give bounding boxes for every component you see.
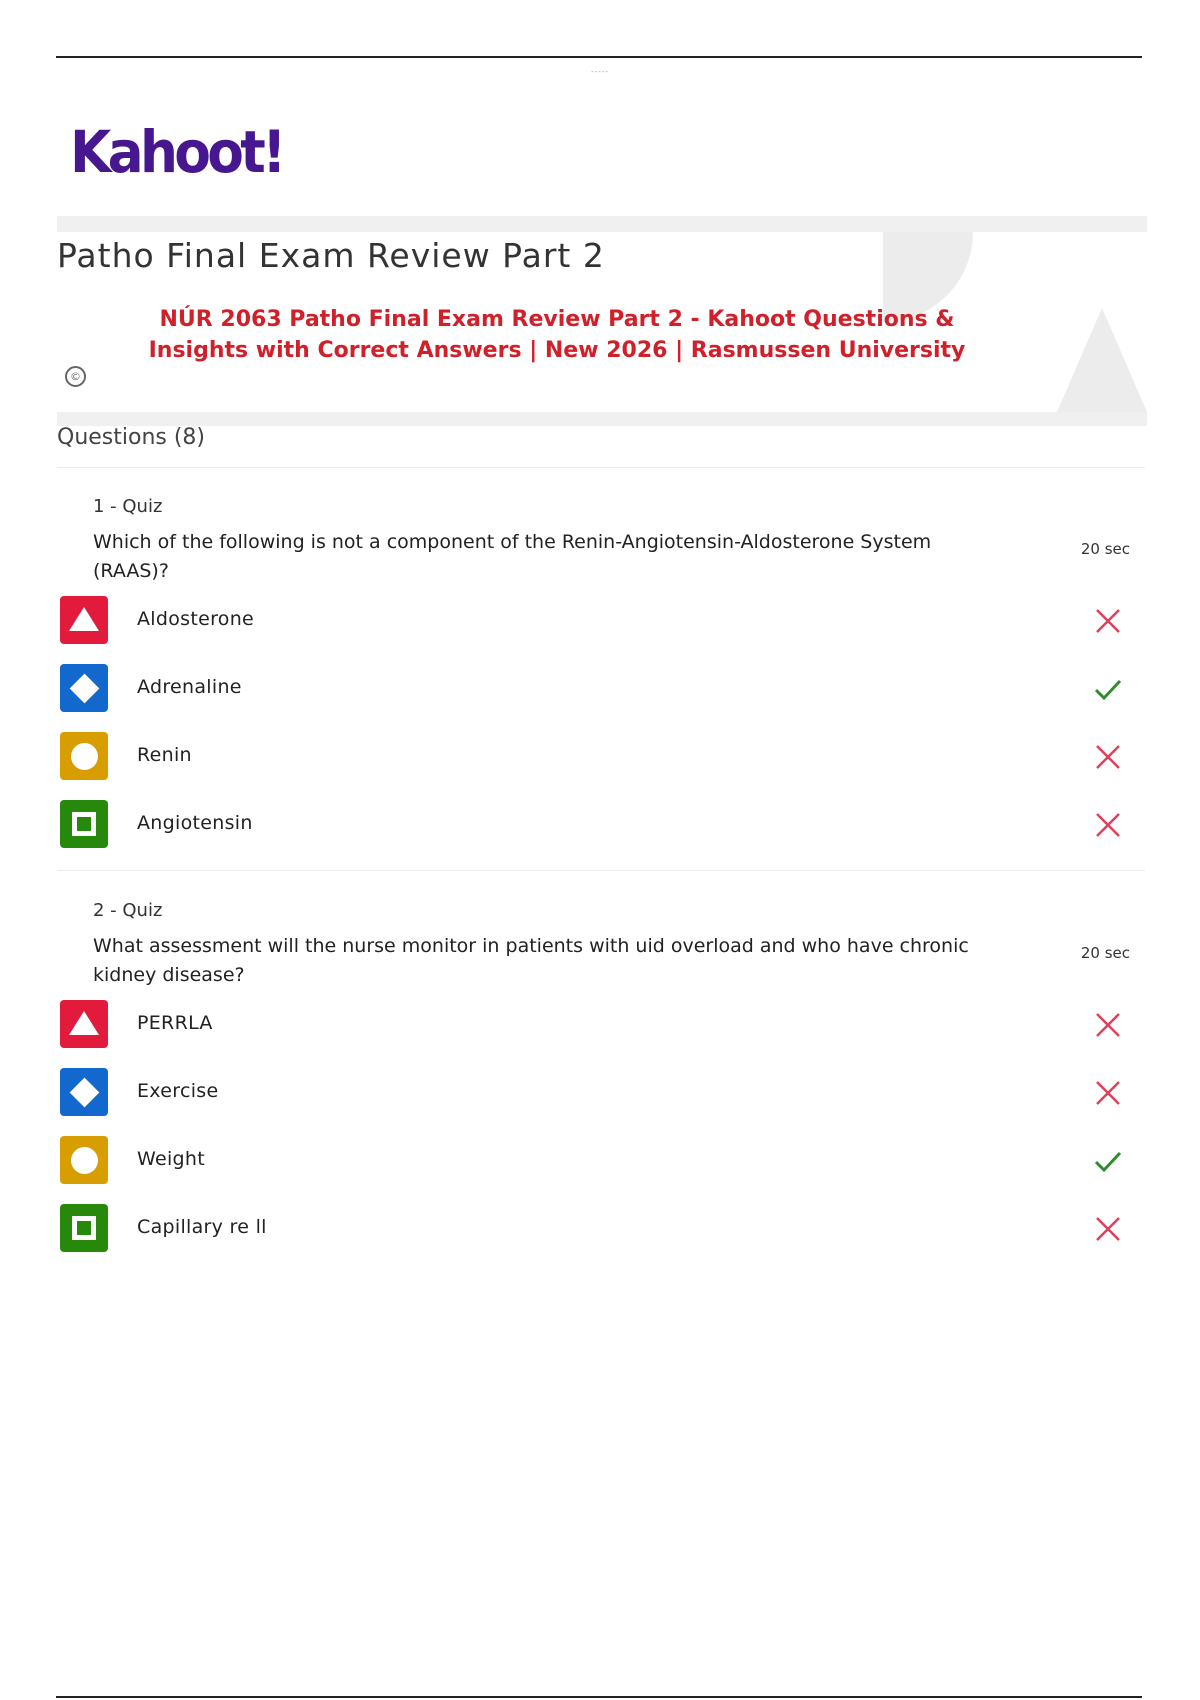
cross-icon [1091,740,1125,774]
decorative-triangle [1057,308,1147,412]
header-mark: ----- [591,68,609,76]
cross-icon [1091,604,1125,638]
questions-count: Questions (8) [57,425,206,450]
answer-row [57,1136,1145,1184]
answer-row [57,800,1145,848]
answer-row [57,1000,1145,1048]
divider [57,870,1145,871]
square-icon [60,1204,108,1252]
answer-text: PERRLA [137,1012,213,1034]
cross-icon [1091,808,1125,842]
checkmark-icon [1091,1144,1125,1178]
answer-text: Aldosterone [137,608,255,630]
question-card-1 [57,496,1145,866]
answer-text: Angiotensin [137,812,253,834]
question-card-2 [57,900,1145,1260]
circle-icon [60,1136,108,1184]
quiz-title: Patho Final Exam Review Part 2 [57,236,605,275]
quiz-header [57,216,1147,426]
triangle-icon [60,596,108,644]
diamond-icon [60,664,108,712]
answer-text: Weight [137,1148,205,1170]
answer-row [57,1204,1145,1252]
cross-icon [1091,1212,1125,1246]
answer-text: Exercise [137,1080,219,1102]
answer-row [57,1068,1145,1116]
question-text: What assessment will the nurse monitor in patients with uid overload and who have chronic kidney disease? [93,935,969,986]
answer-text: Renin [137,744,192,766]
question-time: 20 sec [1080,944,1130,962]
checkmark-icon [1091,672,1125,706]
question-label: 1 - Quiz [93,496,163,517]
answer-row [57,732,1145,780]
diamond-icon [60,1068,108,1116]
kahoot-logo: Kahoot! [70,118,283,186]
header-band-top [57,216,1147,232]
circle-icon [60,732,108,780]
answer-text: Capillary re ll [137,1216,267,1238]
cross-icon [1091,1008,1125,1042]
question-text: Which of the following is not a component of the Renin-Angiotensin-Aldosterone System (RAAS)? [93,531,932,582]
header-band-bottom [57,412,1147,426]
square-icon [60,800,108,848]
top-rule [56,56,1142,58]
answer-row [57,596,1145,644]
question-time: 20 sec [1080,540,1130,558]
copyright-circle-icon: © [65,366,86,387]
answer-row [57,664,1145,712]
cross-icon [1091,1076,1125,1110]
question-label: 2 - Quiz [93,900,163,921]
quiz-subtitle: NÚR 2063 Patho Final Exam Review Part 2 - Kahoot Questions & Insights with Correct Answers | New 2026 | Rasmussen University [148,307,966,363]
triangle-icon [60,1000,108,1048]
bottom-rule [56,1696,1142,1698]
divider [57,467,1145,468]
answer-text: Adrenaline [137,676,242,698]
